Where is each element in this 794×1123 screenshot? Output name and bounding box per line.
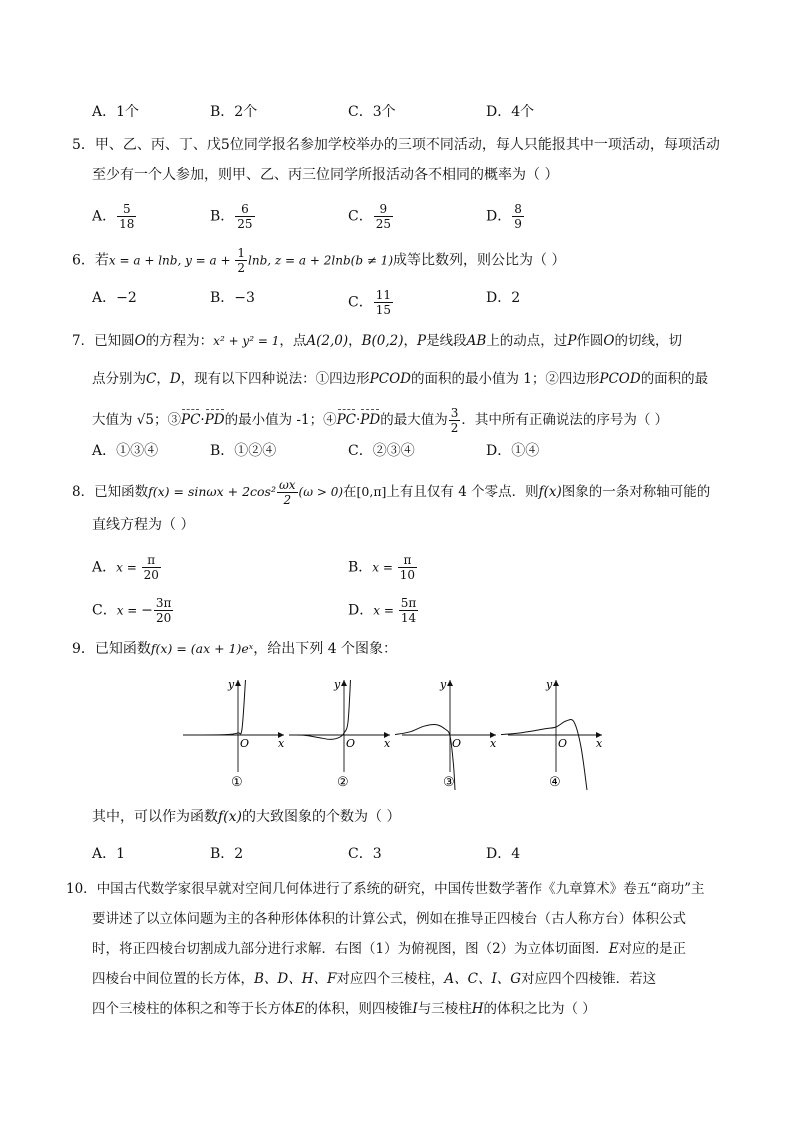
origin-label: O xyxy=(452,737,462,750)
q9-option-d: D．4 xyxy=(486,846,521,862)
q10-stem-line5: 四个三棱柱的体积之和等于长方体E的体积，则四棱锥I与三棱柱H的体积之比为（ ） xyxy=(92,1001,596,1017)
q9-stem-line1: 9．已知函数f(x) = (ax + 1)eˣ，给出下列 4 个图象： xyxy=(72,641,398,657)
function-curve xyxy=(501,720,587,790)
q6-stem: 6．若x = a + lnb, y = a + $\frac{1}{2}$ lnb, z = a + 2lnb(b ≠ 1)成等比数列，则公比为（ ） xyxy=(72,246,566,275)
graph-label: ④ xyxy=(549,775,561,790)
q5-stem-line1: 5．甲、乙、丙、丁、戊5位同学报名参加学校举办的三项不同活动，每人只能报其中一项活动，每项活动 xyxy=(72,137,720,153)
q4-option-c: C．3个 xyxy=(348,104,396,120)
q7-stem-line2: 点分别为C，D，现有以下四种说法：①四边形PCOD的面积的最小值为 1；②四边形PCOD的面积的最 xyxy=(92,371,709,387)
q4-option-b: B．2个 xyxy=(210,104,258,120)
y-axis-arrow xyxy=(341,680,347,686)
x-axis-label: x xyxy=(278,737,285,750)
q6-option-d: D．2 xyxy=(486,290,521,306)
q6-option-b: B．−3 xyxy=(210,290,255,306)
y-axis-label: y xyxy=(334,678,341,691)
q6-option-c: C． $\frac{11}{15}$ xyxy=(348,288,391,317)
q4-option-a: A．1个 xyxy=(92,104,140,120)
x-axis-label: x xyxy=(596,737,603,750)
graph-label: ③ xyxy=(443,775,455,790)
q9-option-c: C．3 xyxy=(348,846,382,862)
q5-option-d: D． $\frac{8}{9}$ xyxy=(486,202,522,231)
q9-stem-line2: 其中，可以作为函数f(x)的大致图象的个数为（ ） xyxy=(92,809,401,825)
q9-option-b: B．2 xyxy=(210,846,244,862)
q9-graph-2 xyxy=(289,678,391,790)
origin-label: O xyxy=(240,737,250,750)
q9-graphs xyxy=(190,672,610,792)
q8-option-d: D．x = $\frac{5\pi}{14}$ xyxy=(348,596,417,625)
q8-option-b: B．x = $\frac{\pi}{10}$ xyxy=(348,553,416,582)
q7-option-a: A．①③④ xyxy=(92,443,159,459)
y-axis-arrow xyxy=(447,680,453,686)
q9-graph-1 xyxy=(183,678,285,790)
q7-option-d: D．①④ xyxy=(486,443,540,459)
q5-option-c: C． $\frac{9}{25}$ xyxy=(348,202,391,231)
q6-option-a: A．−2 xyxy=(92,290,137,306)
q9-option-a: A．1 xyxy=(92,846,126,862)
q9-graph-3 xyxy=(395,678,497,790)
x-axis-label: x xyxy=(490,737,497,750)
q10-stem-line1: 10．中国古代数学家很早就对空间几何体进行了系统的研究，中国传世数学著作《九章算术》卷五“商功”主 xyxy=(66,881,705,897)
origin-label: O xyxy=(346,737,356,750)
q7-option-b: B．①②④ xyxy=(210,443,277,459)
q10-stem-line4: 四棱台中间位置的长方体，B、D、H、F对应四个三棱柱，A、C、I、G对应四个四棱锥．若这 xyxy=(92,971,657,987)
y-axis-arrow xyxy=(553,680,559,686)
graph-label: ① xyxy=(231,775,243,790)
q4-option-d: D．4个 xyxy=(486,104,535,120)
y-axis-arrow xyxy=(235,680,241,686)
q7-stem-line3: 大值为 √5；③PC·PD的最小值为 -1；④PC·PD的最大值为 $\frac{3}{2}$ ．其中所有正确说法的序号为（ ） xyxy=(92,406,669,435)
y-axis-label: y xyxy=(228,678,235,691)
q7-option-c: C．②③④ xyxy=(348,443,415,459)
function-curve xyxy=(183,680,246,735)
x-axis-label: x xyxy=(384,737,391,750)
q5-option-a: A． $\frac{5}{18}$ xyxy=(92,202,135,231)
q8-option-a: A．x = $\frac{\pi}{20}$ xyxy=(92,553,159,582)
y-axis-label: y xyxy=(546,678,553,691)
q8-option-c: C．x = − $\frac{3\pi}{20}$ xyxy=(92,596,172,625)
q10-stem-line3: 时，将正四棱台切割成九部分进行求解．右图（1）为俯视图，图（2）为立体切面图．E对应的是正 xyxy=(92,941,687,957)
q5-option-b: B． $\frac{6}{25}$ xyxy=(210,202,253,231)
y-axis-label: y xyxy=(440,678,447,691)
q9-graph-4 xyxy=(501,678,603,790)
q5-stem-line2: 至少有一个人参加，则甲、乙、丙三位同学所报活动各不相同的概率为（ ） xyxy=(92,167,559,183)
q8-stem-line2: 直线方程为（ ） xyxy=(92,517,195,533)
graph-label: ② xyxy=(337,775,349,790)
q8-stem-line1: 8．已知函数f(x) = sinωx + 2cos² $\frac{\omega x}{2}$ (ω > 0)在[0,π]上有且仅有 4 个零点．则f(x)图象的一条对称轴可能的 xyxy=(72,478,711,507)
q10-stem-line2: 要讲述了以立体问题为主的各种形体体积的计算公式，例如在推导正四棱台（古人称方台）体积公式 xyxy=(92,911,686,927)
q7-stem-line1: 7．已知圆O的方程为：x² + y² = 1，点A(2,0)，B(0,2)，P是线段AB上的动点，过P作圆O的切线，切 xyxy=(72,333,682,349)
origin-label: O xyxy=(558,737,568,750)
function-curve xyxy=(289,680,351,739)
